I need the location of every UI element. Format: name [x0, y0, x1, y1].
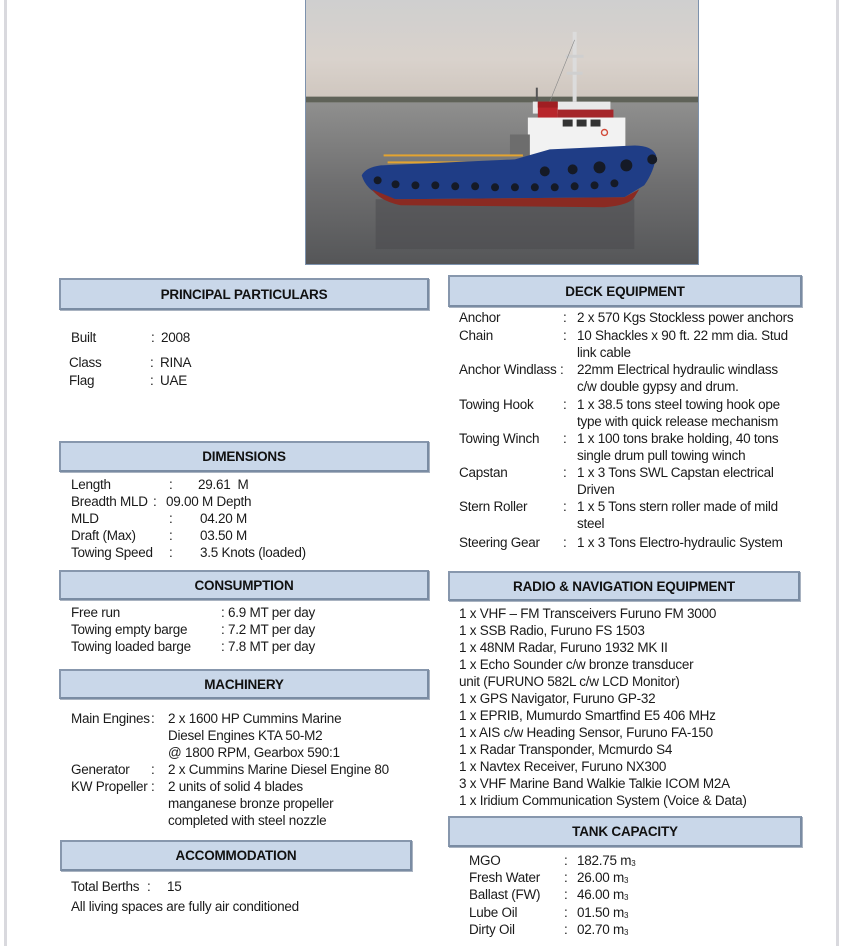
row-sep: : — [151, 762, 155, 777]
unit-subscript: 3 — [624, 928, 629, 937]
row-sep: : — [151, 711, 155, 726]
row-label: Anchor — [459, 310, 501, 325]
row-value-line: 1 x 3 Tons SWL Capstan electrical — [577, 465, 774, 480]
radio-item: 1 x Navtex Receiver, Furuno NX300 — [459, 759, 667, 774]
row-value-line: 2 x 1600 HP Cummins Marine — [168, 711, 342, 726]
row-value: 182.75 m — [577, 853, 632, 868]
row-label: Lube Oil — [469, 905, 518, 920]
deck-equipment-header: DECK EQUIPMENT — [448, 275, 802, 307]
row-label: Towing empty barge — [71, 622, 188, 637]
mast — [573, 32, 577, 102]
row-label: Main Engines — [71, 711, 150, 726]
vessel-photo — [305, 0, 699, 265]
row-sep: : — [564, 905, 568, 920]
row-value-line: 2 x 570 Kgs Stockless power anchors — [577, 310, 794, 325]
row-label: Generator — [71, 762, 130, 777]
row-label: Free run — [71, 605, 121, 620]
row-value-line: 2 units of solid 4 blades — [168, 779, 303, 794]
row-value: 3.5 Knots (loaded) — [200, 545, 306, 560]
row-value-line: 2 x Cummins Marine Diesel Engine 80 — [168, 762, 389, 777]
consumption-header: CONSUMPTION — [59, 570, 429, 600]
radio-item: 1 x Echo Sounder c/w bronze transducer — [459, 657, 694, 672]
unit-subscript: 3 — [624, 911, 629, 920]
row-label: Towing Speed — [71, 545, 153, 560]
row-label: Ballast (FW) — [469, 887, 541, 902]
row-value: 02.70 m — [577, 922, 625, 937]
row-label: Draft (Max) — [71, 528, 136, 543]
row-value: 29.61 M — [198, 477, 249, 492]
row-value: 2008 — [161, 330, 191, 345]
row-value-line: 1 x 100 tons brake holding, 40 tons — [577, 431, 779, 446]
row-value: : 6.9 MT per day — [221, 605, 316, 620]
row-value-line: manganese bronze propeller — [168, 796, 334, 811]
radio-item: 1 x Radar Transponder, Mcmurdo S4 — [459, 742, 673, 757]
row-value: 09.00 M Depth — [166, 494, 252, 509]
row-label: Class — [69, 355, 102, 370]
row-label: Dirty Oil — [469, 922, 515, 937]
row-sep: : — [563, 465, 567, 480]
accommodation-header: ACCOMMODATION — [60, 840, 412, 871]
row-value-line: single drum pull towing winch — [577, 448, 746, 463]
radio-item: 1 x EPRIB, Mumurdo Smartfind E5 406 MHz — [459, 708, 716, 723]
row-value: RINA — [160, 355, 192, 370]
radio-item: unit (FURUNO 582L c/w LCD Monitor) — [459, 674, 680, 689]
row-label: Built — [71, 330, 97, 345]
row-label: Capstan — [459, 465, 508, 480]
sky — [306, 0, 698, 100]
row-value-line: completed with steel nozzle — [168, 813, 327, 828]
row-label: Towing Hook — [459, 397, 534, 412]
row-value: 26.00 m — [577, 870, 625, 885]
dimensions-header: DIMENSIONS — [59, 441, 429, 472]
radio-item: 3 x VHF Marine Band Walkie Talkie ICOM M2A — [459, 776, 730, 791]
row-sep: : — [169, 477, 173, 492]
row-sep: : — [564, 870, 568, 885]
row-value-line: 1 x 38.5 tons steel towing hook ope — [577, 397, 780, 412]
radio-item: 1 x GPS Navigator, Furuno GP-32 — [459, 691, 656, 706]
row-value: UAE — [160, 373, 188, 388]
row-label: Fresh Water — [469, 870, 541, 885]
deck-rail — [384, 154, 523, 156]
radio-item: 1 x VHF – FM Transceivers Furuno FM 3000 — [459, 606, 717, 621]
row-sep: : — [564, 853, 568, 868]
machinery-header: MACHINERY — [59, 669, 429, 699]
row-value-line: 1 x 5 Tons stern roller made of mild — [577, 499, 778, 514]
row-label: Steering Gear — [459, 535, 540, 550]
row-value-line: steel — [577, 516, 605, 531]
row-value-line: c/w double gypsy and drum. — [577, 379, 739, 394]
row-sep: : — [563, 431, 567, 446]
row-sep: : — [564, 922, 568, 937]
row-value: 04.20 M — [200, 511, 248, 526]
row-value-line: 22mm Electrical hydraulic windlass — [577, 362, 778, 377]
row-sep: : — [150, 373, 154, 388]
row-label: Towing loaded barge — [71, 639, 191, 654]
shoreline — [306, 97, 698, 103]
row-value: : 7.2 MT per day — [221, 622, 316, 637]
row-value: : 7.8 MT per day — [221, 639, 316, 654]
page-edge-left — [4, 0, 7, 946]
row-sep: : — [169, 528, 173, 543]
row-value: 46.00 m — [577, 887, 625, 902]
row-sep: : — [150, 355, 154, 370]
row-value-line: @ 1800 RPM, Gearbox 590:1 — [168, 745, 340, 760]
row-value-line: type with quick release mechanism — [577, 414, 779, 429]
row-value: 01.50 m — [577, 905, 625, 920]
radio-navigation-header: RADIO & NAVIGATION EQUIPMENT — [448, 571, 800, 601]
row-label: Flag — [69, 373, 95, 388]
row-sep: : — [153, 494, 157, 509]
row-label: Chain — [459, 328, 494, 343]
row-label: MLD — [71, 511, 99, 526]
row-sep: : — [563, 397, 567, 412]
row-value-line: Driven — [577, 482, 615, 497]
row-sep: : — [169, 511, 173, 526]
row-sep: : — [563, 328, 567, 343]
row-sep: : — [147, 879, 151, 894]
page-edge-right — [836, 0, 839, 946]
tank-capacity-header: TANK CAPACITY — [448, 816, 802, 847]
unit-subscript: 3 — [631, 859, 636, 868]
row-value: 15 — [167, 879, 182, 894]
row-label: MGO — [469, 853, 501, 868]
row-sep: : — [169, 545, 173, 560]
row-sep: : — [563, 535, 567, 550]
row-sep: : — [563, 310, 567, 325]
row-sep: : — [151, 330, 155, 345]
deckhouse-red-band — [558, 110, 614, 118]
row-value-line: 10 Shackles x 90 ft. 22 mm dia. Stud — [577, 328, 788, 343]
row-sep: : — [564, 887, 568, 902]
unit-subscript: 3 — [624, 893, 629, 902]
row-label: Stern Roller — [459, 499, 528, 514]
radio-item: 1 x Iridium Communication System (Voice & Data) — [459, 793, 747, 808]
radio-item: 1 x AIS c/w Heading Sensor, Furuno FA-150 — [459, 725, 713, 740]
row-value: 03.50 M — [200, 528, 248, 543]
unit-subscript: 3 — [624, 876, 629, 885]
row-label: Anchor Windlass : — [459, 362, 564, 377]
principal-particulars-header: PRINCIPAL PARTICULARS — [59, 278, 429, 310]
radio-item: 1 x SSB Radio, Furuno FS 1503 — [459, 623, 645, 638]
row-label: KW Propeller — [71, 779, 148, 794]
accommodation-note: All living spaces are fully air conditioned — [71, 899, 299, 914]
row-value-line: link cable — [577, 345, 631, 360]
row-label: Length — [71, 477, 111, 492]
radio-item: 1 x 48NM Radar, Furuno 1932 MK II — [459, 640, 668, 655]
row-value-line: 1 x 3 Tons Electro-hydraulic System — [577, 535, 783, 550]
row-label: Total Berths — [71, 879, 140, 894]
row-label: Breadth MLD — [71, 494, 148, 509]
row-sep: : — [563, 499, 567, 514]
row-label: Towing Winch — [459, 431, 540, 446]
row-value-line: Diesel Engines KTA 50-M2 — [168, 728, 323, 743]
row-sep: : — [151, 779, 155, 794]
